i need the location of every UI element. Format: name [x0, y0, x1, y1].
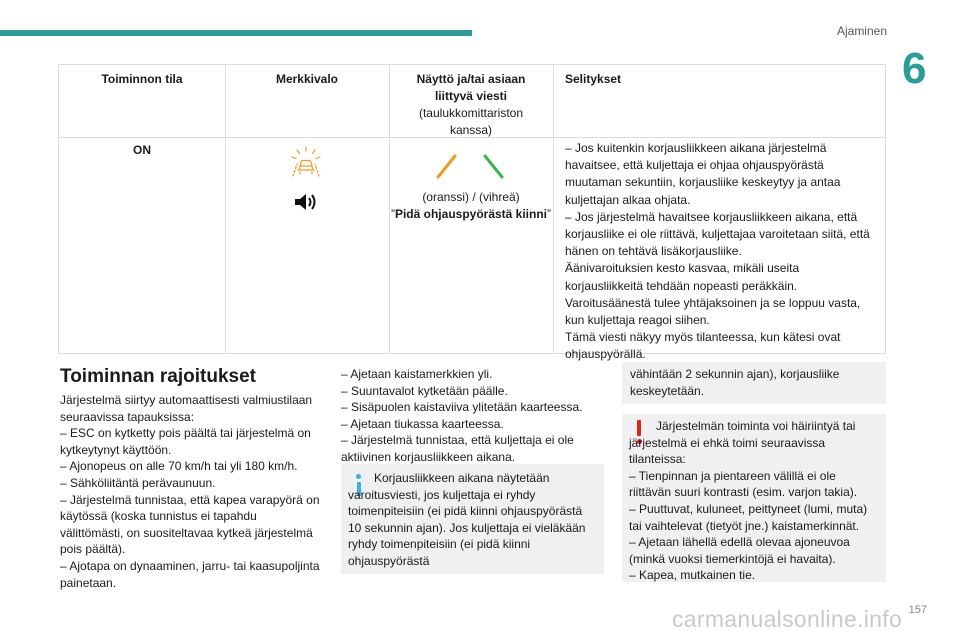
- display-colors: (oranssi) / (vihreä): [422, 190, 520, 204]
- limits-column-1: [60, 392, 322, 591]
- display-message: [389, 189, 553, 223]
- state-on: ON: [133, 143, 151, 157]
- header-accent-bar: [0, 30, 472, 36]
- message-text: Pidä ohjauspyörästä kiinni: [394, 207, 548, 221]
- list-item: – Järjestelmä tunnistaa, että kapea varapyörä on käytössä (koska tunnistus ei tapahdu välittömästi, on suositeltavaa kytkeä järjestelmä pois päältä).: [60, 492, 320, 557]
- header-display-sub: (taulukkomittariston kanssa): [418, 106, 524, 137]
- explanation-line: – Jos järjestelmä havaitsee korjausliikkeen aikana, että korjausliike ei ole riittävä, kuljettajaa varoitetaan siitä, että hänen on tehtävä lisäkorjausliike.: [565, 209, 870, 259]
- list-item: – Puuttuvat, kuluneet, peittyneet (lumi, muta) tai vaihtelevat (tietyöt jne.) kaistamerkinnät.: [629, 501, 868, 533]
- list-item: – Sisäpuolen kaistaviiva ylitetään kaarteessa.: [341, 400, 583, 415]
- right-lane-line: [485, 156, 502, 177]
- explanation-text: [565, 140, 870, 364]
- function-table: [58, 64, 886, 362]
- section-heading: Toiminnan rajoitukset: [60, 366, 257, 387]
- list-item: – Sähköliitäntä perävaunuun.: [60, 475, 216, 490]
- list-item: – Järjestelmä tunnistaa, että kuljettaja ei ole aktiivinen korjausliikkeen aikana.: [341, 433, 574, 464]
- header-indicator: Merkkivalo: [275, 72, 339, 86]
- list-item: – Ajonopeus on alle 70 km/h tai yli 180 km/h.: [60, 459, 298, 474]
- limits-column-2: [341, 366, 603, 466]
- paragraph: Järjestelmä siirtyy automaattisesti valmiustilaan seuraavissa tapauksissa:: [60, 393, 313, 424]
- header-function-state: Toiminnon tila: [101, 72, 183, 86]
- list-item: – Kapea, mutkainen tie.: [629, 568, 756, 583]
- header-display: [407, 71, 535, 139]
- list-item: – Ajetaan lähellä edellä olevaa ajoneuvoa (minkä vuoksi tiemerkintöjä ei havaita).: [629, 535, 850, 566]
- lane-lines-icon: [435, 153, 505, 179]
- header-display-bold: Näyttö ja/tai asiaan liittyvä viesti: [416, 72, 526, 103]
- chapter-number: 6: [902, 44, 927, 93]
- explanation-line: – Jos kuitenkin korjausliikkeen aikana järjestelmä havaitsee, että kuljettaja ei ohjaa ohjauspyörästä muutaman sekuntiin, korjausliike keskeytyy ja antaa kuljettajan alkaa ohjata.: [565, 141, 841, 207]
- section-title: Ajaminen: [836, 24, 887, 38]
- list-item: – Suuntavalot kytketään päälle.: [341, 383, 508, 398]
- explanation-line: Äänivaroituksien kesto kasvaa, mikäli useita korjausliikkeitä tehdään nopeasti peräkkäin.: [565, 261, 800, 293]
- list-item: – Ajetaan kaistamerkkien yli.: [341, 367, 493, 381]
- info-note-text: Korjausliikkeen aikana näytetään varoitusviesti, jos kuljettaja ei ryhdy toimenpiteisiin (ei pidä kiinni ohjauspyörästä 10 sekunnin ajan). Jos kuljettaja ei vieläkään ryhdy toimenpiteisiin (ei pidä kiinni ohjauspyörästä: [348, 471, 586, 568]
- explanation-line: Tämä viesti näkyy myös tilanteessa, kun kätesi ovat ohjauspyörällä.: [565, 330, 841, 362]
- header-explanations: Selitykset: [565, 72, 622, 86]
- list-item: – Ajetaan tiukassa kaarteessa.: [341, 416, 504, 431]
- list-item: – Tienpinnan ja pientareen välillä ei ole riittävän suuri kontrasti (esim. varjon takia).: [629, 468, 858, 500]
- lane-departure-warning-lamp-icon: [289, 145, 323, 179]
- message-close-quote: ”: [547, 207, 552, 221]
- watermark: carmanualsonline.info: [672, 606, 903, 632]
- warning-intro: Järjestelmän toiminta voi häiriintyä tai järjestelmä ei ehkä toimi seuraavissa tilanteissa:: [629, 419, 856, 467]
- explanation-line: Varoitusäänestä tulee yhtäjaksoinen ja se loppuu vasta, kun kuljettaja reagoi siihen.: [565, 295, 861, 328]
- sound-icon: [293, 191, 319, 213]
- info-continued-text: vähintään 2 sekunnin ajan), korjausliike keskeytetään.: [630, 367, 840, 398]
- list-item: – ESC on kytketty pois päältä tai järjestelmä on kytkeytynyt käyttöön.: [60, 426, 311, 457]
- list-item: – Ajotapa on dynaaminen, jarru- tai kaasupoljinta painetaan.: [60, 558, 320, 590]
- message-open-quote: ”: [390, 207, 395, 221]
- warning-note-text: [629, 418, 881, 584]
- page-number: 157: [908, 604, 927, 616]
- left-lane-line: [438, 156, 455, 177]
